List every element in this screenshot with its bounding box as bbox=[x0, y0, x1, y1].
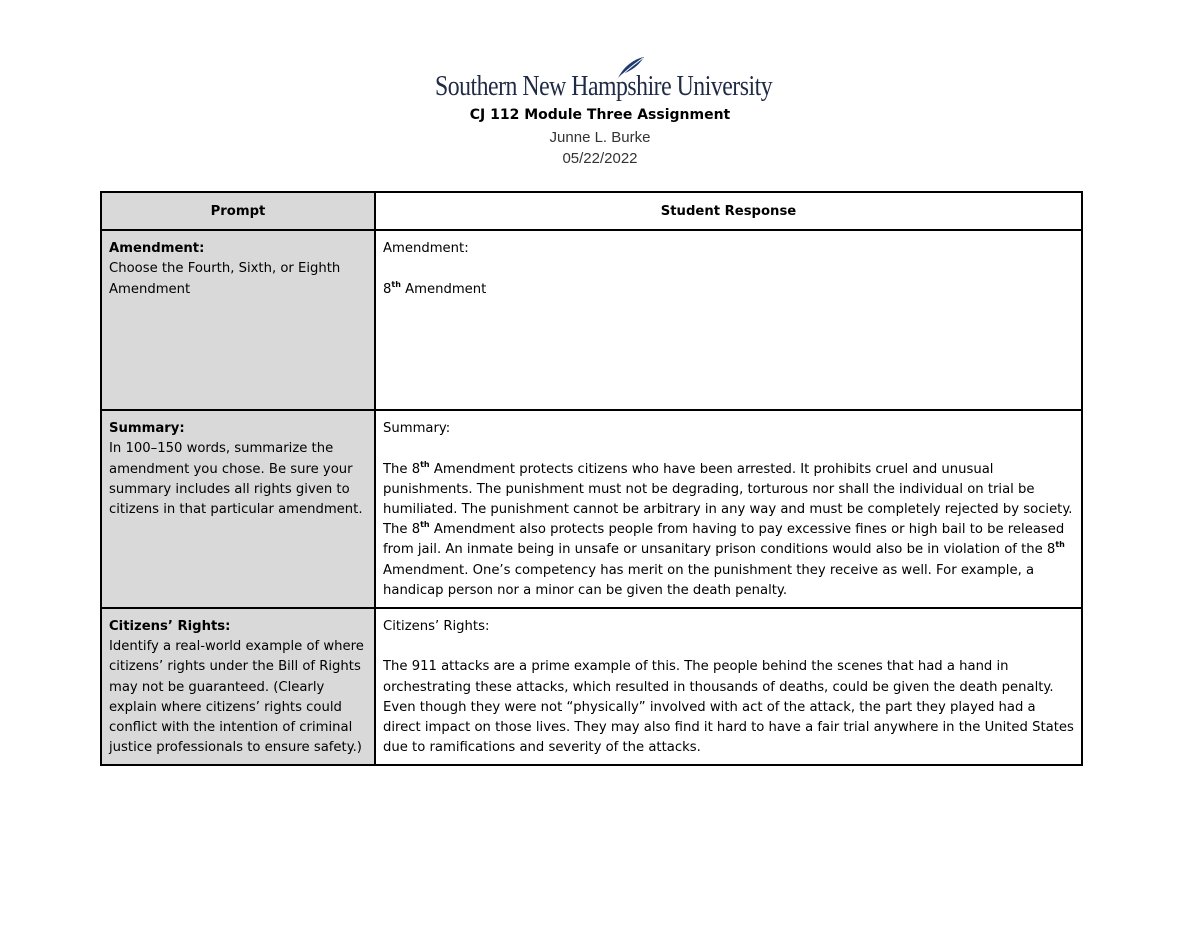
university-logo bbox=[435, 56, 773, 106]
prompt-text: Identify a real-world example of where citizens’ rights under the Bill of Rights may not be guaranteed. (Clearly explain where citizens’ rights could conflict with the intention of criminal justice professionals to ensure safety.) bbox=[109, 639, 364, 756]
prompt-text: Choose the Fourth, Sixth, or Eighth Amendment bbox=[109, 261, 341, 297]
prompt-label: Amendment: bbox=[109, 241, 205, 257]
table-row-citizens-rights bbox=[101, 608, 1082, 765]
prompt-cell-summary bbox=[101, 410, 375, 608]
column-header-student-response: Student Response bbox=[375, 192, 1082, 230]
prompt-cell-amendment bbox=[101, 230, 375, 410]
prompt-label: Summary: bbox=[109, 421, 185, 437]
response-label: Citizens’ Rights: bbox=[383, 619, 490, 635]
response-cell-amendment bbox=[375, 230, 1082, 410]
response-cell-summary bbox=[375, 410, 1082, 608]
prompt-label: Citizens’ Rights: bbox=[109, 619, 231, 635]
response-text: The 8th Amendment protects citizens who have been arrested. It prohibits cruel and unusual punishments. The punishment must not be degrading, torturous nor shall the individual on trial be humiliated. The punishment cannot be arbitrary in any way and must be completely rejected by society. The 8th Amendment also protects people from having to pay excessive fines or high bail to be released from jail. An inmate being in unsafe or unsanitary prison conditions would also be in violation of the 8th Amendment. One’s competency has merit on the punishment they receive as well. For example, a handicap person nor a minor can be given the death penalty. bbox=[383, 459, 1073, 598]
table-header-row bbox=[101, 192, 1082, 230]
quill-leaf-icon bbox=[616, 56, 646, 80]
table-row-amendment bbox=[101, 230, 1082, 410]
column-header-prompt: Prompt bbox=[101, 192, 375, 230]
assignment-table bbox=[100, 191, 1083, 766]
table-row-summary bbox=[101, 410, 1082, 608]
response-text: 8th Amendment bbox=[383, 279, 487, 297]
response-label: Amendment: bbox=[383, 241, 469, 257]
prompt-cell-citizens-rights bbox=[101, 608, 375, 765]
response-cell-citizens-rights bbox=[375, 608, 1082, 765]
document-date: 05/22/2022 bbox=[562, 150, 638, 167]
response-text: The 911 attacks are a prime example of this. The people behind the scenes that had a hand in orchestrating these attacks, which resulted in thousands of deaths, could be given the death penalty. Even though they were not “physically” involved with act of the attack, the part they played had a direct impact on those lives. They may also find it hard to have a fair trial anywhere in the United States due to ramifications and severity of the attacks. bbox=[383, 659, 1074, 756]
logo-wordmark: Southern New Hampshire University bbox=[435, 70, 773, 102]
author-name: Junne L. Burke bbox=[549, 129, 651, 146]
document-title: CJ 112 Module Three Assignment bbox=[469, 107, 731, 123]
response-label: Summary: bbox=[383, 421, 451, 437]
prompt-text: In 100–150 words, summarize the amendment you chose. Be sure your summary includes all rights given to citizens in that particular amendment. bbox=[109, 441, 363, 518]
